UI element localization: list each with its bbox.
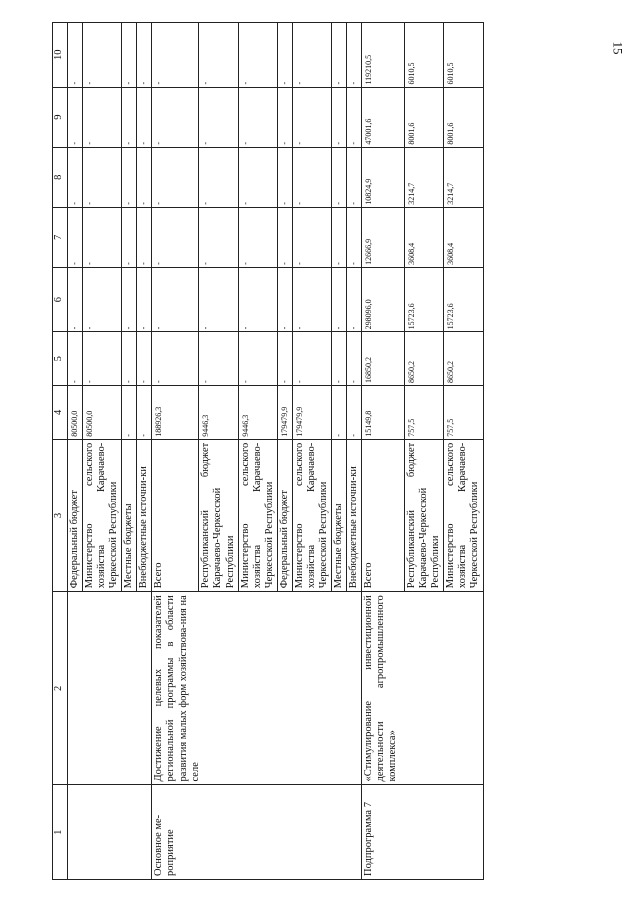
cell-source: Федеральный бюджет [277, 439, 292, 591]
cell-value: - [152, 332, 199, 386]
cell-value: - [122, 332, 137, 386]
cell-value: - [199, 23, 238, 88]
cell-value: - [332, 386, 347, 440]
cell-name [68, 592, 152, 785]
cell-source: Местные бюджеты [122, 439, 137, 591]
cell-value: - [68, 87, 83, 147]
cell-value: - [137, 332, 152, 386]
cell-value: - [137, 23, 152, 88]
cell-value: - [83, 332, 122, 386]
cell-value: 188926,3 [152, 386, 199, 440]
cell-value: 179479,9 [292, 386, 331, 440]
cell-value: 15149,8 [362, 386, 405, 440]
cell-value: - [199, 332, 238, 386]
table-row [152, 23, 199, 880]
cell-value: - [122, 386, 137, 440]
cell-value: 757,5 [405, 386, 444, 440]
cell-value: - [347, 147, 362, 207]
cell-value: - [83, 207, 122, 267]
cell-source: Министерство сельского хозяйства Карачаево-Черкесской Республики [238, 439, 277, 591]
cell-value: 3608,4 [405, 207, 444, 267]
rotated-page [52, 22, 600, 880]
col-header: 2 [53, 592, 68, 785]
cell-value: - [347, 207, 362, 267]
cell-value: - [292, 207, 331, 267]
cell-value: 8650,2 [444, 332, 483, 386]
cell-value: - [137, 87, 152, 147]
cell-value: - [199, 207, 238, 267]
cell-name: «Стимулирование инвестиционной деятельности агропромышленного комплекса» [362, 592, 483, 785]
cell-value: 6010,5 [444, 23, 483, 88]
cell-value: - [277, 207, 292, 267]
col-header: 6 [53, 267, 68, 331]
col-header: 8 [53, 147, 68, 207]
cell-value: - [199, 267, 238, 331]
cell-value: - [122, 267, 137, 331]
cell-value: 10824,9 [362, 147, 405, 207]
cell-value: - [199, 147, 238, 207]
cell-value: - [238, 267, 277, 331]
cell-value: - [152, 207, 199, 267]
cell-value: - [292, 87, 331, 147]
cell-value: 15723,6 [444, 267, 483, 331]
cell-value: - [277, 267, 292, 331]
cell-value: 3214,7 [444, 147, 483, 207]
cell-value: - [292, 147, 331, 207]
cell-value: - [68, 23, 83, 88]
cell-value: 3214,7 [405, 147, 444, 207]
cell-value: - [152, 87, 199, 147]
cell-value: - [137, 207, 152, 267]
cell-value: - [68, 207, 83, 267]
cell-value: - [347, 332, 362, 386]
cell-value: - [68, 332, 83, 386]
cell-source: Республиканский бюджет Карачаево-Черкесской Республики [405, 439, 444, 591]
cell-value: 179479,9 [277, 386, 292, 440]
cell-source: Федеральный бюджет [68, 439, 83, 591]
cell-value: - [152, 267, 199, 331]
cell-value: - [122, 23, 137, 88]
cell-value: - [277, 332, 292, 386]
cell-value: - [152, 147, 199, 207]
cell-value: 119210,5 [362, 23, 405, 88]
cell-value: - [277, 87, 292, 147]
col-header: 4 [53, 386, 68, 440]
cell-value: - [238, 87, 277, 147]
page-number: 15 [610, 41, 626, 55]
cell-category: Подпрограмма 7 [362, 785, 483, 880]
cell-value: - [137, 147, 152, 207]
cell-name: Достижение целевых показателей региональной программы в области развития малых форм хозяйствова-ния на селе [152, 592, 362, 785]
cell-source: Всего [362, 439, 405, 591]
cell-value: - [68, 147, 83, 207]
cell-value: - [68, 267, 83, 331]
col-header: 5 [53, 332, 68, 386]
cell-value: - [238, 147, 277, 207]
cell-value: 15723,6 [405, 267, 444, 331]
cell-value: - [83, 87, 122, 147]
cell-value: - [332, 332, 347, 386]
cell-value: - [347, 87, 362, 147]
cell-value: - [332, 207, 347, 267]
cell-value: - [122, 207, 137, 267]
cell-value: 16850,2 [362, 332, 405, 386]
col-header: 9 [53, 87, 68, 147]
cell-value: 757,5 [444, 386, 483, 440]
cell-value: 8650,2 [405, 332, 444, 386]
cell-value: - [332, 267, 347, 331]
cell-value: 80500,0 [68, 386, 83, 440]
cell-category: Основное ме-роприятие [152, 785, 362, 880]
cell-value: - [347, 386, 362, 440]
table-row [362, 23, 405, 880]
cell-source: Всего [152, 439, 199, 591]
cell-value: - [137, 267, 152, 331]
cell-value: - [238, 332, 277, 386]
budget-table [52, 22, 484, 880]
cell-value: 8001,6 [405, 87, 444, 147]
cell-value: - [199, 87, 238, 147]
table-row [68, 23, 83, 880]
cell-value: - [292, 267, 331, 331]
cell-value: 8001,6 [444, 87, 483, 147]
cell-value: - [347, 23, 362, 88]
cell-value: 47001,6 [362, 87, 405, 147]
cell-value: - [277, 23, 292, 88]
cell-category [68, 785, 152, 880]
cell-value: - [238, 23, 277, 88]
cell-value: - [292, 23, 331, 88]
cell-value: - [152, 23, 199, 88]
cell-value: - [238, 207, 277, 267]
cell-value: 80500,0 [83, 386, 122, 440]
col-header: 1 [53, 785, 68, 880]
cell-value: 6010,5 [405, 23, 444, 88]
cell-value: - [332, 147, 347, 207]
header-row [53, 23, 68, 880]
cell-value: - [122, 87, 137, 147]
col-header: 3 [53, 439, 68, 591]
cell-value: - [122, 147, 137, 207]
cell-value: 3608,4 [444, 207, 483, 267]
cell-value: - [277, 147, 292, 207]
cell-source: Министерство сельского хозяйства Карачаево-Черкесской Республики [83, 439, 122, 591]
cell-source: Министерство сельского хозяйства Карачаево-Черкесской Республики [444, 439, 483, 591]
cell-value: - [137, 386, 152, 440]
cell-source: Местные бюджеты [332, 439, 347, 591]
cell-value: - [292, 332, 331, 386]
cell-value: 9446,3 [238, 386, 277, 440]
cell-value: - [83, 147, 122, 207]
col-header: 10 [53, 23, 68, 88]
cell-source: Внебюджетные источни-ки [347, 439, 362, 591]
cell-value: - [332, 87, 347, 147]
cell-value: 298096,0 [362, 267, 405, 331]
col-header: 7 [53, 207, 68, 267]
cell-value: - [83, 23, 122, 88]
cell-value: - [83, 267, 122, 331]
cell-value: 12666,9 [362, 207, 405, 267]
cell-source: Министерство сельского хозяйства Карачаево-Черкесской Республики [292, 439, 331, 591]
cell-source: Республиканский бюджет Карачаево-Черкесской Республики [199, 439, 238, 591]
cell-value: - [332, 23, 347, 88]
cell-value: 9446,3 [199, 386, 238, 440]
cell-value: - [347, 267, 362, 331]
cell-source: Внебюджетные источни-ки [137, 439, 152, 591]
